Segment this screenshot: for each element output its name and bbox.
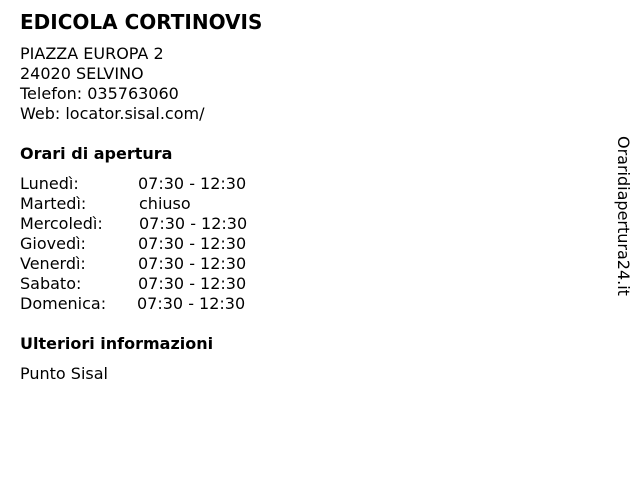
phone-number: Telefon: 035763060 — [20, 84, 179, 103]
address-city: 24020 SELVINO — [20, 64, 144, 83]
day-label: Giovedì: — [20, 234, 86, 253]
day-label: Mercoledì: — [20, 214, 103, 233]
day-label: Domenica: — [20, 294, 107, 313]
day-label: Sabato: — [20, 274, 82, 293]
day-label: Venerdì: — [20, 254, 86, 273]
hours-row-wednesday — [20, 214, 340, 234]
hours-row-sunday — [20, 294, 340, 314]
hours-row-thursday — [20, 234, 340, 254]
time-value: 07:30 - 12:30 — [138, 174, 247, 193]
day-label: Lunedì: — [20, 174, 79, 193]
more-info-text: Punto Sisal — [20, 364, 108, 383]
hours-row-tuesday — [20, 194, 340, 214]
time-value: 07:30 - 12:30 — [138, 274, 247, 293]
day-label: Martedì: — [20, 194, 87, 213]
opening-hours-heading: Orari di apertura — [20, 144, 173, 163]
address-street: PIAZZA EUROPA 2 — [20, 44, 164, 63]
website: Web: locator.sisal.com/ — [20, 104, 205, 123]
hours-row-saturday — [20, 274, 340, 294]
store-name: EDICOLA CORTINOVIS — [20, 10, 263, 34]
store-address-block — [20, 44, 204, 124]
opening-hours-list — [20, 174, 340, 314]
more-info-heading: Ulteriori informazioni — [20, 334, 214, 353]
watermark-text: Oraridiapertura24.it — [614, 136, 633, 296]
time-value: 07:30 - 12:30 — [137, 294, 246, 313]
time-value: chiuso — [139, 194, 191, 213]
hours-row-monday — [20, 174, 340, 194]
time-value: 07:30 - 12:30 — [138, 234, 247, 253]
site-watermark — [612, 136, 634, 308]
time-value: 07:30 - 12:30 — [138, 254, 247, 273]
time-value: 07:30 - 12:30 — [139, 214, 248, 233]
hours-row-friday — [20, 254, 340, 274]
